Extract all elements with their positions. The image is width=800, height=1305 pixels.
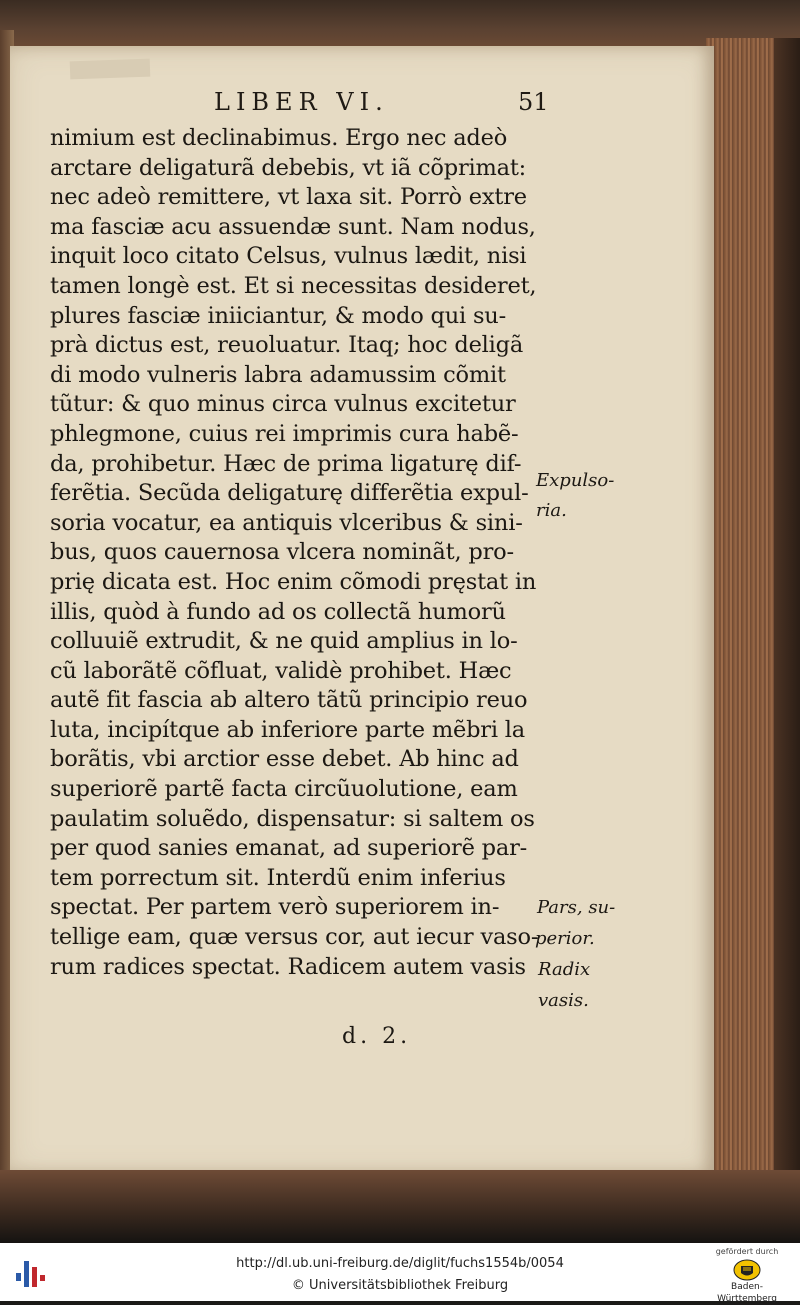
- text-line: superiorẽ partẽ facta circũuolutione, eam: [50, 776, 518, 803]
- text-line: paulatim soluẽdo, dispensatur: si saltem os: [50, 805, 535, 832]
- text-line: luta, incipítque ab inferiore parte mẽbri la: [50, 716, 526, 743]
- text-line: nimium est declinabimus. Ergo nec adeò: [50, 125, 508, 151]
- text-line: arctare deligaturã debebis, vt iã cõprimat:: [50, 154, 527, 181]
- copyright-notice: © Universitätsbibliothek Freiburg: [291, 1278, 509, 1293]
- footer-bar: [0, 1243, 800, 1304]
- text-line: bus, quos cauernosa vlcera nominãt, pro-: [50, 539, 514, 566]
- torn-page-flap: [70, 59, 151, 80]
- text-line: per quod sanies emanat, ad superiorẽ par-: [50, 835, 528, 862]
- text-line: plures fasciæ iniiciantur, & modo qui su-: [50, 302, 506, 329]
- margin-note: vasis.: [538, 990, 589, 1011]
- text-line: illis, quòd à fundo ad os collectã humorũ: [50, 598, 506, 625]
- signature-mark: d. 2.: [342, 1024, 412, 1049]
- text-line: tellige eam, quæ versus cor, aut iecur vaso-: [50, 924, 539, 951]
- margin-note: perior.: [535, 928, 595, 949]
- text-line: spectat. Per partem verò superiorem in-: [50, 894, 500, 921]
- text-line: ferẽtia. Secũda deligaturę differẽtia expul-: [50, 480, 529, 507]
- book-cover-top: [0, 0, 800, 48]
- text-line: autẽ fit fascia ab altero tãtũ principio reuo: [50, 687, 528, 714]
- margin-note: Pars, su-: [537, 897, 616, 918]
- text-line: da, prohibetur. Hæc de prima ligaturę dif-: [50, 450, 522, 477]
- text-line: cũ laborãtẽ cõfluat, validè prohibet. Hæc: [50, 657, 512, 684]
- page-stack-edge: [706, 38, 800, 1188]
- page-number: 51: [518, 88, 549, 116]
- text-line: tem porrectum sit. Interdũ enim inferius: [50, 864, 506, 891]
- text-line: soria vocatur, ea antiquis vlceribus & sini-: [50, 509, 523, 536]
- margin-note: ria.: [536, 500, 567, 521]
- margin-note: Expulso-: [536, 470, 615, 491]
- sponsor-name: Baden-Württemberg: [717, 1282, 777, 1304]
- text-line: rum radices spectat. Radicem autem vasis: [50, 953, 526, 980]
- text-line: prię dicata est. Hoc enim cõmodi pręstat in: [50, 568, 537, 595]
- state-crest-icon: [732, 1259, 762, 1281]
- text-line: tamen longè est. Et si necessitas desideret,: [50, 272, 537, 299]
- permalink-url[interactable]: http://dl.ub.uni-freiburg.de/diglit/fuchs1554b/0054: [236, 1256, 564, 1271]
- text-line: ma fasciæ acu assuendæ sunt. Nam nodus,: [50, 213, 536, 240]
- body-text: [50, 124, 540, 982]
- text-line: di modo vulneris labra adamussim cõmit: [50, 361, 506, 388]
- sponsor-label: gefördert durch: [715, 1247, 779, 1256]
- page-header: [0, 88, 800, 124]
- text-line: nec adeò remittere, vt laxa sit. Porrò extre: [50, 184, 527, 211]
- text-line: phlegmone, cuius rei imprimis cura habẽ-: [50, 420, 519, 447]
- running-head: LIBER VI.: [214, 88, 389, 116]
- text-line: borãtis, vbi arctior esse debet. Ab hinc ad: [50, 746, 519, 773]
- text-line: tũtur: & quo minus circa vulnus excitetur: [50, 391, 516, 418]
- margin-note: Radix: [538, 959, 591, 980]
- text-line: prà dictus est, reuoluatur. Itaq; hoc deligã: [50, 332, 524, 359]
- text-line: inquit loco citato Celsus, vulnus lædit, nisi: [50, 243, 527, 270]
- text-line: colluuiẽ extrudit, & ne quid amplius in lo-: [50, 628, 518, 655]
- sponsor-block: [702, 1247, 792, 1304]
- book-cover-bottom: [0, 1170, 800, 1243]
